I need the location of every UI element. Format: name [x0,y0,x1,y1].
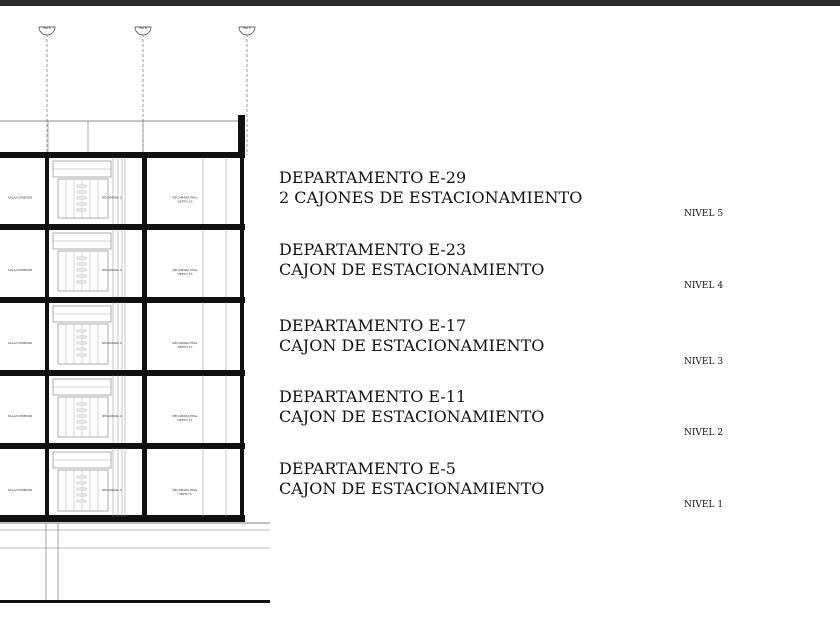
room-label-master: RECAMARA PPAL [172,195,198,200]
unit-code: DEPTO 11 [177,418,193,423]
unit-code: DEPTO 23 [177,272,193,277]
column [45,229,49,297]
room-label-bedroom: RECAMARA 2 [102,341,122,346]
parking-note: 2 CAJONES DE ESTACIONAMIENTO [279,188,583,207]
building-frame [0,115,270,603]
drawer [77,336,86,338]
drawer [77,257,86,259]
room-label-living: SALA/COMEDOR [7,195,33,200]
unit-name: DEPARTAMENTO E-29 [279,168,467,187]
floor-unit [0,152,245,224]
room-label-bedroom: RECAMARA 2 [102,268,122,273]
column [45,157,49,224]
floor-unit [0,297,245,370]
unit-label-nivel-5 [279,168,582,208]
column [240,302,244,370]
room-label-master: RECAMARA PPAL [172,268,198,273]
drawer [77,203,86,205]
floor-slab [0,370,245,376]
column [142,375,147,443]
drawer [77,409,86,411]
column [45,448,49,517]
drawer [77,191,86,193]
drawer [77,488,86,490]
room-label-living: SALA/COMEDOR [7,414,33,419]
axis-tag: Eje A [43,26,51,30]
column [45,375,49,443]
drawer [77,342,86,344]
room-label-master: RECAMARA PPAL [172,341,198,346]
axis-tag: Eje B [139,26,147,30]
unit-label-nivel-3 [279,316,544,356]
floor-slab [0,297,245,303]
parking-note: CAJON DE ESTACIONAMIENTO [279,260,545,279]
column [240,448,244,517]
column [142,157,147,224]
drawer [77,494,86,496]
drawer [77,500,86,502]
unit-code: DEPTO 29 [177,199,193,204]
drawer [77,269,86,271]
drawer [77,427,86,429]
parking-note: CAJON DE ESTACIONAMIENTO [279,407,545,426]
floor-units [0,152,245,517]
unit-label-nivel-4 [279,240,544,280]
floor-unit [0,443,245,517]
drawer [77,403,86,405]
room-label-bedroom: RECAMARA 2 [102,195,122,200]
parapet-wall [238,115,245,155]
room-label-master: RECAMARA PPAL [172,487,198,492]
column [45,302,49,370]
column [142,448,147,517]
level-label-nivel-4: NIVEL 4 [684,281,724,291]
column [142,229,147,297]
building-section-drawing [0,0,280,630]
unit-label-nivel-1 [279,459,544,499]
drawer [77,482,86,484]
drawer [77,421,86,423]
unit-name: DEPARTAMENTO E-11 [279,387,467,406]
level-label-nivel-3: NIVEL 3 [684,357,724,367]
foundation-line [0,600,270,603]
level-label-nivel-2: NIVEL 2 [684,428,724,438]
axis-tag: Eje C [243,26,251,30]
room-label-bedroom: RECAMARA 2 [102,487,122,492]
floor-unit [0,224,245,297]
unit-name: DEPARTAMENTO E-23 [279,240,467,259]
column [240,157,244,224]
drawer [77,476,86,478]
unit-code: DEPTO 5 [178,491,192,496]
drawer [77,354,86,356]
room-label-living: SALA/COMEDOR [7,487,33,492]
floor-slab [0,515,245,522]
drawer [77,330,86,332]
unit-label-nivel-2 [279,387,544,427]
drawer [77,197,86,199]
level-label-nivel-5: NIVEL 5 [684,209,724,219]
drawer [77,275,86,277]
drawer [77,281,86,283]
axis-grid-lines [39,26,255,155]
unit-code: DEPTO 17 [177,345,193,350]
room-label-living: SALA/COMEDOR [7,341,33,346]
room-label-living: SALA/COMEDOR [7,268,33,273]
drawer [77,263,86,265]
floor-slab [0,224,245,230]
floor-unit [0,370,245,443]
column [142,302,147,370]
drawer [77,415,86,417]
drawer [77,348,86,350]
drawer [77,185,86,187]
level-label-nivel-1: NIVEL 1 [684,500,724,510]
room-label-bedroom: RECAMARA 2 [102,414,122,419]
room-label-master: RECAMARA PPAL [172,414,198,419]
parking-note: CAJON DE ESTACIONAMIENTO [279,479,545,498]
column [240,229,244,297]
drawer [77,209,86,211]
floor-slab [0,443,245,449]
floor-slab [0,152,245,158]
unit-name: DEPARTAMENTO E-5 [279,459,456,478]
parking-note: CAJON DE ESTACIONAMIENTO [279,336,545,355]
unit-name: DEPARTAMENTO E-17 [279,316,467,335]
column [240,375,244,443]
